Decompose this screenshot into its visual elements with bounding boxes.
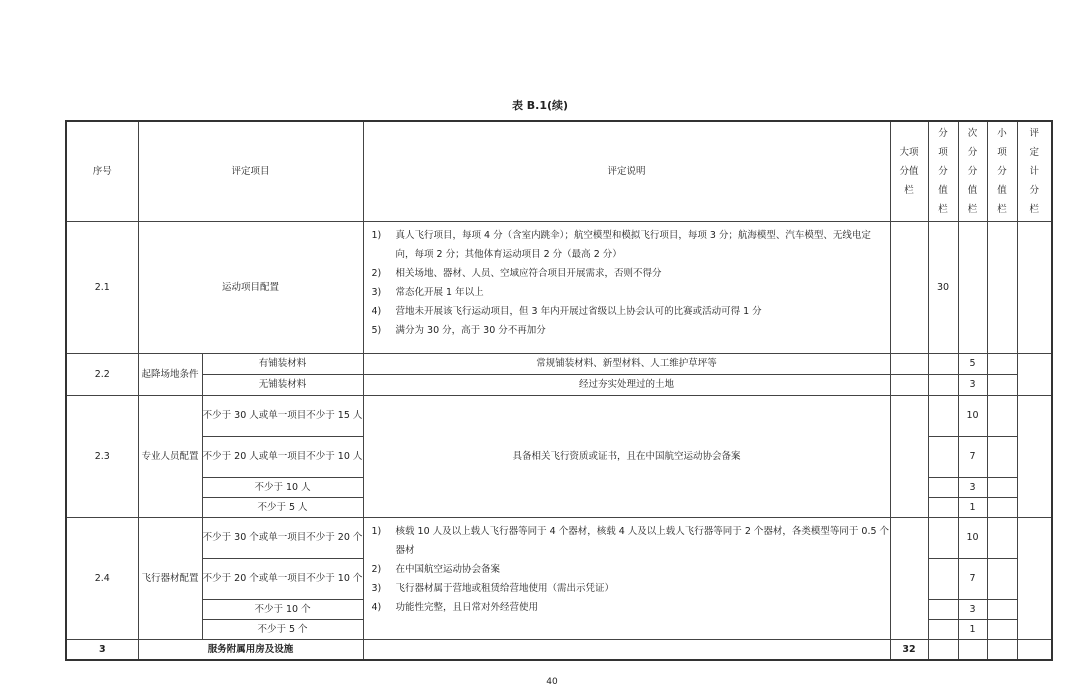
row-item: 无铺装材料 [202, 374, 363, 395]
row-seq: 2.3 [66, 395, 138, 517]
header-sub-score: 分 项 分 值 栏 [928, 121, 958, 221]
row-seq: 2.1 [66, 221, 138, 353]
sub-score-cell [928, 639, 958, 660]
desc-item: 1) 真人飞行项目，每项 4 分（含室内跳伞）；航空模型和模拟飞行项目，每项 3 分；航海模型、汽车模型、无线电定向，每项 2 分；其他体育运动项目 2 分（最高 2 分） [371, 229, 871, 260]
row-item: 不少于 30 人或单一项目不少于 15 人 [202, 395, 363, 436]
row-item: 不少于 10 人 [202, 477, 363, 497]
small-score-cell [987, 477, 1017, 497]
header-minor-score: 次 分 分 值 栏 [958, 121, 987, 221]
desc-item: 2) 在中国航空运动协会备案 [371, 563, 501, 575]
small-score-cell [987, 395, 1017, 436]
small-score-cell [987, 436, 1017, 477]
desc-item: 3) 飞行器材属于营地或租赁给营地使用（需出示凭证） [371, 582, 615, 594]
minor-score-cell: 1 [958, 619, 987, 639]
desc-item: 4) 功能性完整，且日常对外经营使用 [371, 601, 539, 613]
table-row [66, 639, 1052, 660]
minor-score-cell: 7 [958, 558, 987, 599]
sub-score-cell [928, 599, 958, 619]
sub-score-cell [928, 353, 958, 374]
desc-item: 2) 相关场地、器材、人员、空域应符合项目开展需求，否则不得分 [371, 267, 662, 279]
row-desc [363, 517, 890, 639]
evaluation-table [65, 120, 1053, 661]
small-score-cell [987, 619, 1017, 639]
small-score-cell [987, 374, 1017, 395]
row-seq: 2.2 [66, 353, 138, 395]
sub-score-cell [928, 619, 958, 639]
major-score-cell [890, 395, 928, 517]
eval-score-cell [1017, 395, 1052, 517]
sub-score-cell [928, 374, 958, 395]
minor-score-cell: 10 [958, 395, 987, 436]
minor-score-cell: 3 [958, 477, 987, 497]
major-score-cell: 32 [890, 639, 928, 660]
row-item: 不少于 20 人或单一项目不少于 10 人 [202, 436, 363, 477]
minor-score-cell: 10 [958, 517, 987, 558]
minor-score-cell: 7 [958, 436, 987, 477]
sub-score-cell [928, 558, 958, 599]
eval-score-cell [1017, 221, 1052, 353]
row-desc [363, 639, 890, 660]
minor-score-cell: 3 [958, 599, 987, 619]
major-score-cell [890, 353, 928, 374]
eval-score-cell [1017, 353, 1052, 395]
row-group: 起降场地条件 [138, 353, 202, 395]
header-item: 评定项目 [138, 121, 363, 221]
header-desc: 评定说明 [363, 121, 890, 221]
row-desc: 具备相关飞行资质或证书，且在中国航空运动协会备案 [363, 395, 890, 517]
desc-item: 4) 营地未开展该飞行运动项目，但 3 年内开展过省级以上协会认可的比赛或活动可得 1 分 [371, 305, 762, 317]
table-row [66, 517, 1052, 558]
row-desc: 经过夯实处理过的土地 [363, 374, 890, 395]
major-score-cell [890, 517, 928, 639]
row-item: 有铺装材料 [202, 353, 363, 374]
small-score-cell [987, 639, 1017, 660]
major-score-cell [890, 221, 928, 353]
table-row [66, 374, 1052, 395]
small-score-cell [987, 497, 1017, 517]
header-seq: 序号 [66, 121, 138, 221]
table-row [66, 353, 1052, 374]
sub-score-cell: 30 [928, 221, 958, 353]
minor-score-cell: 5 [958, 353, 987, 374]
desc-item: 5) 满分为 30 分，高于 30 分不再加分 [371, 324, 546, 336]
small-score-cell [987, 353, 1017, 374]
row-item: 不少于 30 个或单一项目不少于 20 个 [202, 517, 363, 558]
sub-score-cell [928, 497, 958, 517]
row-item: 不少于 20 个或单一项目不少于 10 个 [202, 558, 363, 599]
row-item: 不少于 10 个 [202, 599, 363, 619]
sub-score-cell [928, 517, 958, 558]
table-row [66, 221, 1052, 353]
desc-item: 1) 核载 10 人及以上载人飞行器等同于 4 个器材，核载 4 人及以上载人飞行器等同于 2 个器材，各类模型等同于 0.5 个器材 [371, 525, 890, 556]
minor-score-cell: 3 [958, 374, 987, 395]
sub-score-cell [928, 395, 958, 436]
row-seq: 3 [66, 639, 138, 660]
header-row [66, 121, 1052, 221]
desc-item: 3) 常态化开展 1 年以上 [371, 286, 484, 298]
small-score-cell [987, 558, 1017, 599]
major-score-cell [890, 374, 928, 395]
header-major-score: 大项 分值 栏 [890, 121, 928, 221]
row-group: 专业人员配置 [138, 395, 202, 517]
page-number: 40 [546, 677, 558, 687]
row-desc: 常规铺装材料、新型材料、人工维护草坪等 [363, 353, 890, 374]
sub-score-cell [928, 436, 958, 477]
minor-score-cell: 1 [958, 497, 987, 517]
small-score-cell [987, 517, 1017, 558]
header-small-score: 小 项 分 值 栏 [987, 121, 1017, 221]
row-item: 不少于 5 人 [202, 497, 363, 517]
minor-score-cell [958, 221, 987, 353]
row-desc [363, 221, 890, 353]
table-caption: 表 B.1(续) [511, 99, 569, 112]
row-item: 运动项目配置 [138, 221, 363, 353]
row-item: 不少于 5 个 [202, 619, 363, 639]
minor-score-cell [958, 639, 987, 660]
header-eval-score: 评 定 计 分 栏 [1017, 121, 1052, 221]
small-score-cell [987, 221, 1017, 353]
row-item: 服务附属用房及设施 [138, 639, 363, 660]
eval-score-cell [1017, 639, 1052, 660]
table-row [66, 395, 1052, 436]
eval-score-cell [1017, 517, 1052, 639]
row-seq: 2.4 [66, 517, 138, 639]
sub-score-cell [928, 477, 958, 497]
small-score-cell [987, 599, 1017, 619]
row-group: 飞行器材配置 [138, 517, 202, 639]
